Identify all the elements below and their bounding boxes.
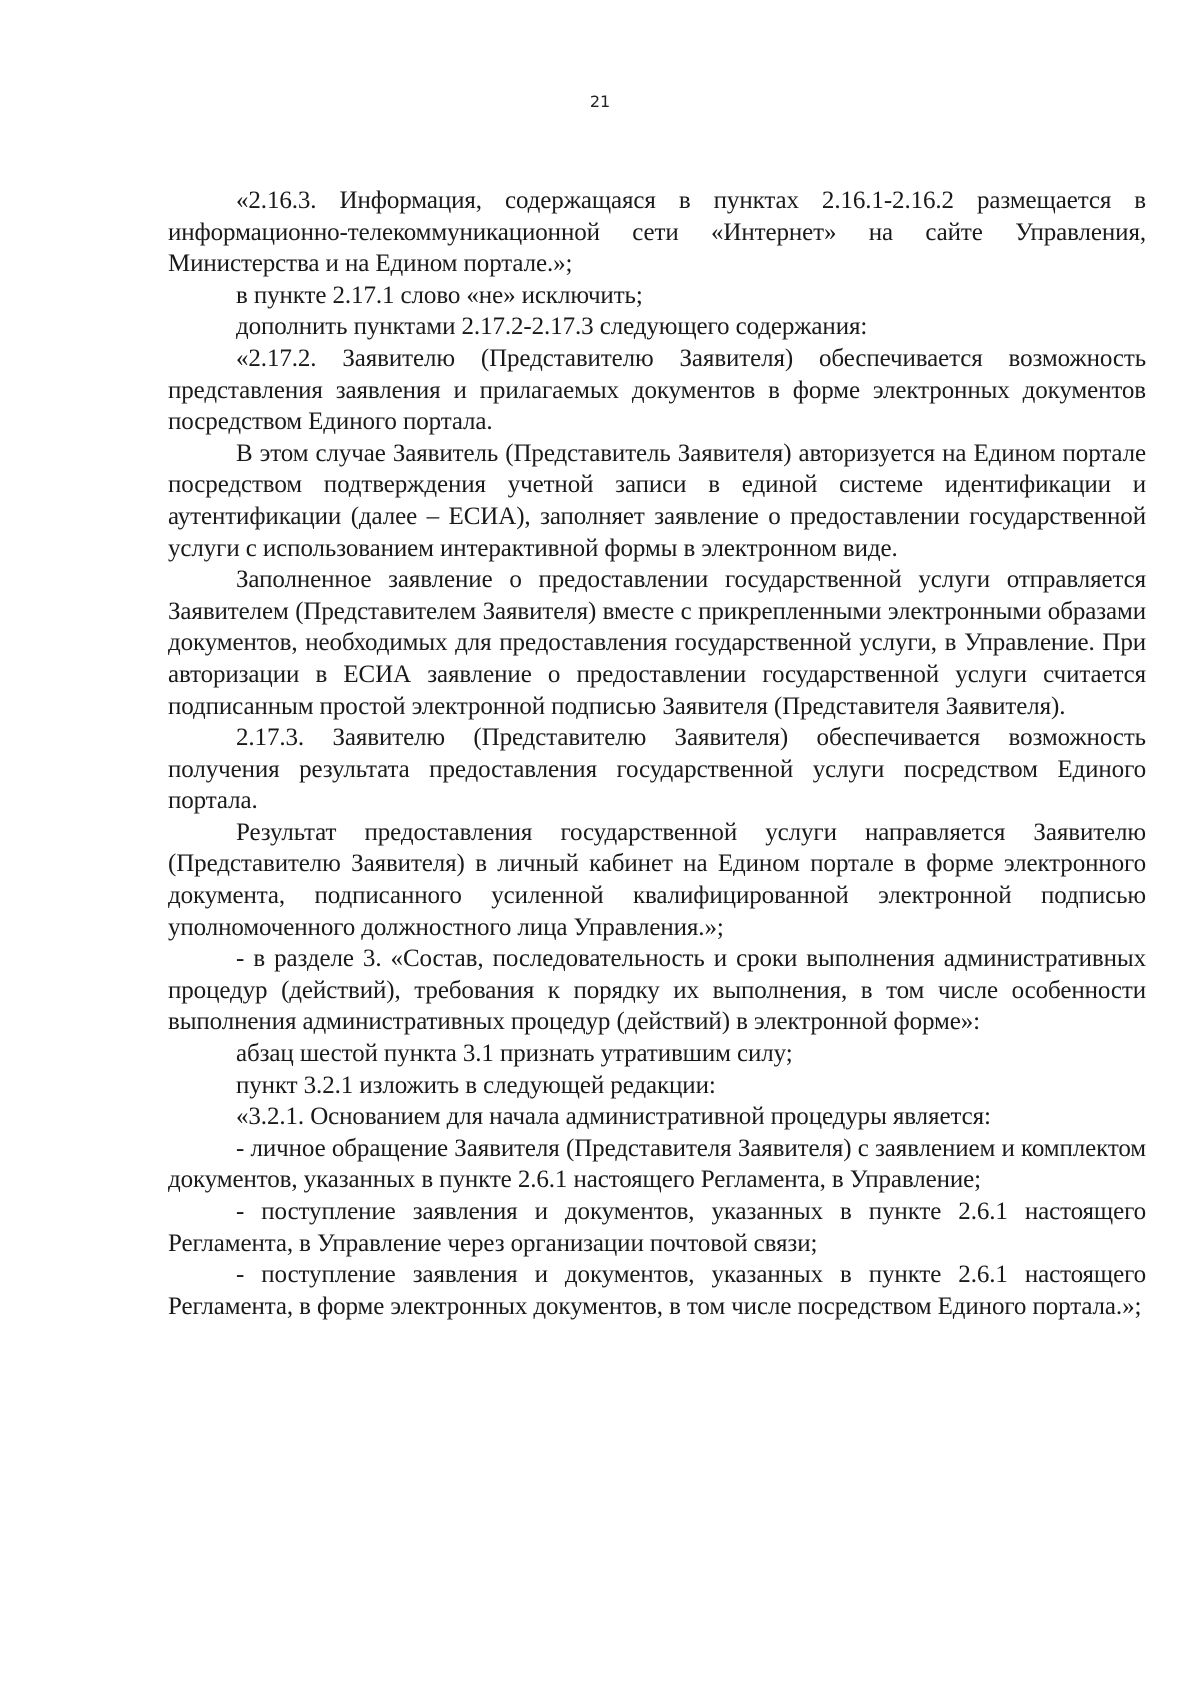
paragraph-3-1-void: абзац шестой пункта 3.1 признать утратившим силу; [236,1040,793,1068]
paragraph-2-17-2: «2.17.2. Заявителю (Представителю Заявителя) обеспечивается возможность представления заявления и прилагаемых документов в форме электронных документов посредством Единого портала. [168,344,1146,436]
paragraph-amend-2-17-1: в пункте 2.17.1 слово «не» исключить; [236,281,643,309]
paragraph-add-2-17-2-2-17-3: дополнить пунктами 2.17.2-2.17.3 следующего содержания: [236,313,868,341]
paragraph-filled-application: Заполненное заявление о предоставлении государственной услуги отправляется Заявителем (Представителем Заявителя) вместе с прикрепленными электронными образами документов, необходимых для предоставления государственной услуги, в Управление. При авторизации в ЕСИА заявление о предоставлении государственной услуги считается подписанным простой электронной подписью Заявителя (Представителя Заявителя). [168,566,1146,720]
list-item-postal-receipt: - поступление заявления и документов, указанных в пункте 2.6.1 настоящего Регламента, в Управление через организации почтовой связи; [168,1198,1146,1257]
paragraph-result-delivery: Результат предоставления государственной услуги направляется Заявителю (Представителю Заявителя) в личный кабинет на Едином портале в форме электронного документа, подписанного усиленной квалифицированной электронной подписью уполномоченного должностного лица Управления.»; [168,818,1146,941]
paragraph-3-2-1-intro: пункт 3.2.1 изложить в следующей редакции: [236,1071,716,1099]
paragraph-3-2-1: «3.2.1. Основанием для начала административной процедуры является: [236,1103,991,1131]
document-body [168,185,1146,1322]
paragraph-esia-authorization: В этом случае Заявитель (Представитель Заявителя) авторизуется на Едином портале посредством подтверждения учетной записи в единой системе идентификации и аутентификации (далее – ЕСИА), заполняет заявление о предоставлении государственной услуги с использованием интерактивной формы в электронном виде. [168,439,1146,562]
paragraph-2-16-3: «2.16.3. Информация, содержащаяся в пунктах 2.16.1-2.16.2 размещается в информационно-телекоммуникационной сети «Интернет» на сайте Управления, Министерства и на Едином портале.»; [168,187,1146,278]
paragraph-2-17-3: 2.17.3. Заявителю (Представителю Заявителя) обеспечивается возможность получения результата предоставления государственной услуги посредством Единого портала. [168,724,1146,815]
list-item-electronic-receipt: - поступление заявления и документов, указанных в пункте 2.6.1 настоящего Регламента, в форме электронных документов, в том числе посредством Единого портала.»; [168,1261,1146,1320]
page-number: 21 [589,92,611,111]
paragraph-section-3: - в разделе 3. «Состав, последовательность и сроки выполнения административных процедур (действий), требования к порядку их выполнения, в том числе особенности выполнения административных процедур (действий) в электронной форме»: [168,945,1146,1036]
list-item-personal-appeal: - личное обращение Заявителя (Представителя Заявителя) с заявлением и комплектом документов, указанных в пункте 2.6.1 настоящего Регламента, в Управление; [168,1134,1146,1194]
